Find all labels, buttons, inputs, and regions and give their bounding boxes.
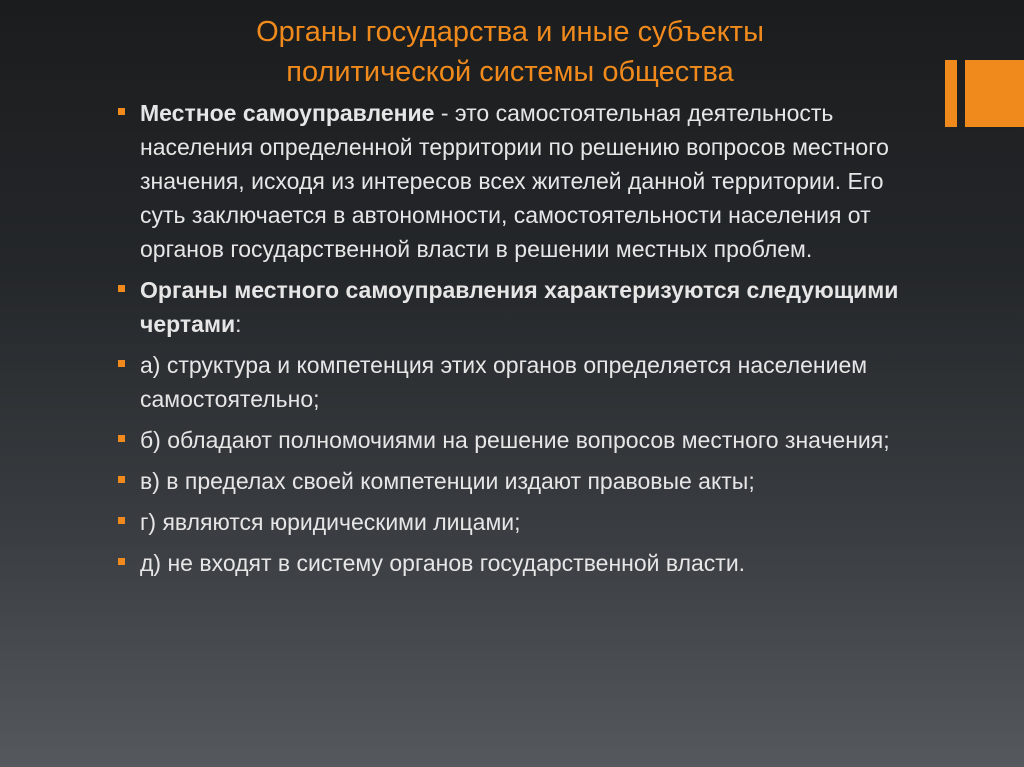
definition-text: - это самостоятельная деятельность населения определенной территории по решению вопросов местного значения, исходя из интересов всех жителей данной территории. Его суть заключается в автономности, самостоятельности населения от органов государственной власти в решении местных проблем. <box>140 100 889 262</box>
slide-title-line-1: Органы государства и иные субъекты <box>256 16 764 48</box>
feature-a-text: а) структура и компетенция этих органов определяется населением самостоятельно; <box>140 352 868 412</box>
list-item-feature-d <box>118 546 918 580</box>
list-item-feature-g <box>118 505 918 539</box>
list-item-feature-a <box>118 348 918 416</box>
list-item-feature-v <box>118 464 918 498</box>
square-bullet-icon <box>118 108 125 115</box>
list-item-feature-b <box>118 423 918 457</box>
list-item-features-heading <box>118 273 918 341</box>
feature-b-text: б) обладают полномочиями на решение вопросов местного значения; <box>140 427 890 453</box>
decorative-bar-thin <box>945 60 957 127</box>
feature-g-text: г) являются юридическими лицами; <box>140 509 521 535</box>
square-bullet-icon <box>118 517 125 524</box>
slide-title-line-2: политической системы общества <box>286 56 734 88</box>
feature-v-text: в) в пределах своей компетенции издают правовые акты; <box>140 468 755 494</box>
slide-title <box>140 12 880 92</box>
bullet-list <box>118 96 918 587</box>
square-bullet-icon <box>118 476 125 483</box>
feature-d-text: д) не входят в систему органов государственной власти. <box>140 550 746 576</box>
square-bullet-icon <box>118 285 125 292</box>
decorative-bar-thick <box>965 60 1024 127</box>
features-heading-bold: Органы местного самоуправления характеризуются следующими чертами <box>140 277 899 337</box>
square-bullet-icon <box>118 360 125 367</box>
term-bold: Местное самоуправление <box>140 100 435 126</box>
list-item-definition <box>118 96 918 266</box>
square-bullet-icon <box>118 558 125 565</box>
features-heading-colon: : <box>235 311 242 337</box>
square-bullet-icon <box>118 435 125 442</box>
